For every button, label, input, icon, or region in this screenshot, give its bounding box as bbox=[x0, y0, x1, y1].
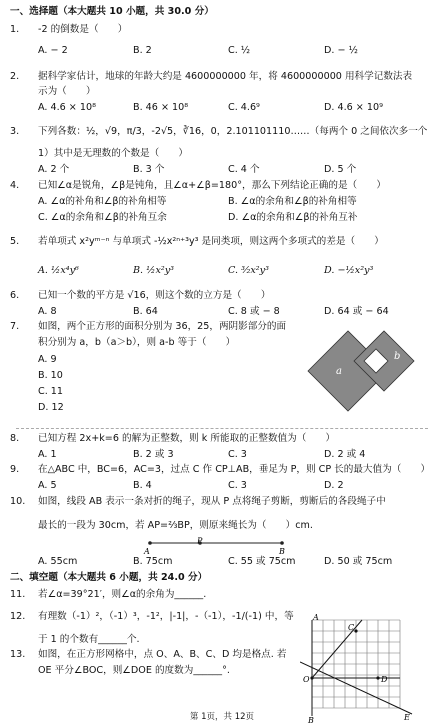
line-oc bbox=[312, 620, 362, 678]
section2-heading: 二、填空题（本大题共 6 小题，共 24.0 分） bbox=[10, 572, 208, 583]
squares-figure bbox=[306, 316, 426, 416]
point-o bbox=[310, 676, 313, 679]
label-A: A bbox=[144, 547, 150, 556]
section1-heading: 一、选择题（本大题共 10 小题，共 30.0 分） bbox=[10, 6, 214, 17]
label-b: b bbox=[394, 351, 401, 362]
label-grid-C: C bbox=[348, 623, 355, 632]
point-b bbox=[280, 541, 284, 545]
label-grid-A: A bbox=[313, 613, 319, 622]
page-footer: 第 1页，共 12页 bbox=[189, 712, 255, 722]
point-d bbox=[376, 676, 379, 679]
label-grid-D: D bbox=[381, 675, 388, 684]
label-grid-E: E bbox=[404, 713, 410, 722]
label-a: a bbox=[336, 366, 342, 377]
grid-figure bbox=[300, 612, 420, 724]
rope-figure bbox=[140, 534, 300, 556]
label-grid-B: B bbox=[308, 716, 314, 724]
point-a bbox=[148, 541, 152, 545]
grid-lines bbox=[312, 620, 400, 708]
divider bbox=[16, 428, 428, 429]
point-c bbox=[354, 629, 357, 632]
label-grid-O: O bbox=[303, 675, 310, 684]
label-B: B bbox=[279, 547, 285, 556]
exam-page: 一、选择题（本大题共 10 小题，共 30.0 分） 1. -2 的倒数是（ ） A. − 2 B. 2 C. ½ D. − ½ 2. 据科学家估计，地球的年龄大约是 4600000000 年，将 4600000000 用科学记数法表 示为（ ） A. 4.6 × 10⁸ B. 46 × 10⁸ C. 4.6⁹ D. 4.6 × 10⁹ 3. 下列各数：½，√9，π/3，-2√5，∛16，0，2.101101110……（每两个 0 之间依次多一个 1）其中是无理数的个数是（ ） A. 2 个 B. 3 个 C. 4 个 D. 5 个 4. 已知∠α是锐角，∠β是钝角，且∠α+∠β=180°，那么下列结论正确的是（ ） A. ∠α的补角和∠β的补角相等 B. ∠α的余角和∠β的补角相等 C. ∠α的余角和∠β的补角互余 D. ∠α的余角和∠β的补角互补 5. 若单项式 x²yᵐ⁻ⁿ 与单项式 -½x²ⁿ⁺³y³ 是同类项，则这两个多项式的差是（ ） A. ½x⁴y⁶ B. ½x²y³ C. ³⁄₂x²y³ D. −½x²y³ 6. 已知一个数的平方是 √16，则这个数的立方是（ ） A. 8 B. 64 C. 8 或 − 8 D. 64 或 − 64 7. 如图，两个正方形的面积分别为 36，25，两阴影部分的面 积分别为 a，b（a＞b），则 a-b 等于（ ） A. 9 B. 10 C. 11 D. 12 a b 8. 已知方程 2x+k=6 的解为正整数，则 k 所能取的正整数值为（ ） A. 1 B. 2 或 3 C. 3 D. 2 或 4 9. 在△ABC 中，BC=6，AC=3，过点 C 作 CP⊥AB，垂足为 P，则 CP 长的最大值为（ ） A. 5 B. 4 C. 3 D. 2 10. 如图，线段 AB 表示一条对折的绳子，现从 P 点将绳子剪断，剪断后的各段绳子中 最长的一段为 30cm，若 AP=⅔BP，则原来绳长为（ ）cm. A P B A. 55cm B. 75cm C. 55 或 75cm D. 50 或 75cm 二、填空题（本大题共 6 小题，共 24.0 分） 11. 若∠α=39°21′，则∠α的余角为______. 12. 有理数（-1）²，（-1）³，-1²，|-1|，-（-1），-1/(-1) 中，等 于 1 的个数有______个. 13. 如图，在正方形网格中，点 O、A、B、C、D 均是格点. 若 OE 平分∠BOC，则∠DOE 的度数为______°. A C O D B E 第 1页，共 12页 bbox=[0, 0, 444, 727]
label-P: P bbox=[197, 536, 203, 546]
